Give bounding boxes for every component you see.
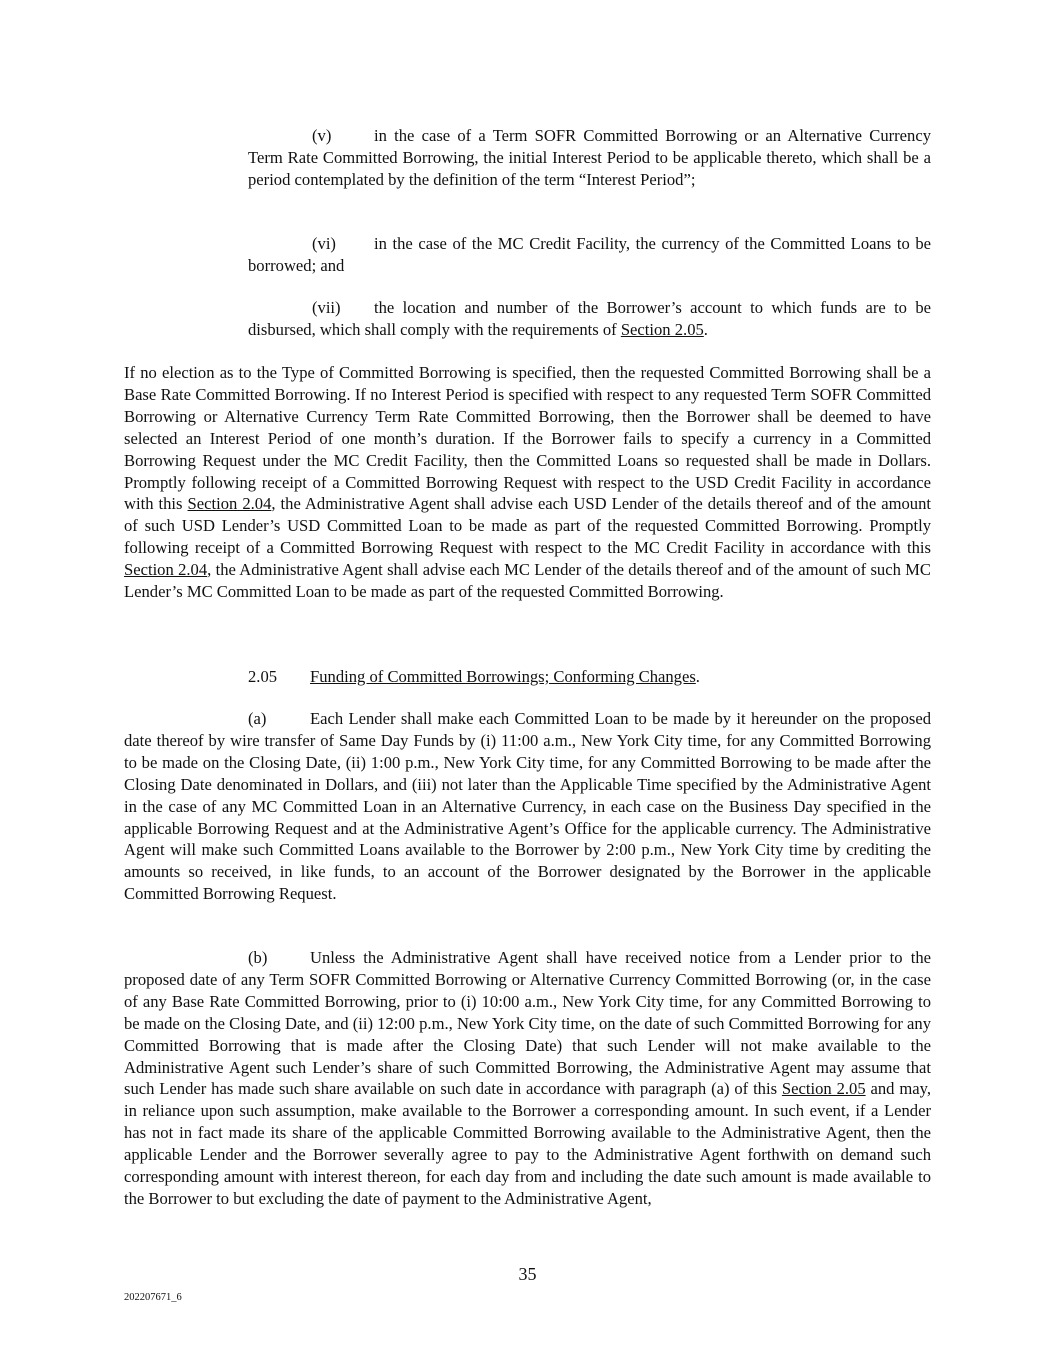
section-title-end: . bbox=[695, 667, 700, 686]
clause-vii-number: (vii) bbox=[312, 298, 341, 317]
clause-vii bbox=[248, 297, 931, 341]
clause-v-number: (v) bbox=[312, 126, 332, 145]
clause-v bbox=[248, 125, 931, 191]
clause-vi bbox=[248, 233, 931, 277]
section-title: Funding of Committed Borrowings; Conforming Changes bbox=[310, 667, 696, 686]
clause-vi-text: in the case of the MC Credit Facility, the currency of the Committed Loans to be borrowed; and bbox=[248, 234, 931, 275]
paragraph-a-number: (a) bbox=[248, 709, 267, 728]
section-reference-link[interactable]: Section 2.05 bbox=[781, 1079, 866, 1099]
clause-vii-text: the location and number of the Borrower’s account to which funds are to be disbursed, which shall comply with the requirements of bbox=[248, 298, 931, 339]
section-reference-link[interactable]: Section 2.04 bbox=[187, 494, 272, 514]
paragraph-election-text-1: If no election as to the Type of Committed Borrowing is specified, then the requested Committed Borrowing shall be a Base Rate Committed Borrowing. If no Interest Period is specified with respect to any requested Term SOFR Committed Borrowing or Alternative Currency Term Rate Committed Borrowing, then the Borrower shall be deemed to have selected an Interest Period of one month’s duration. If the Borrower fails to specify a currency in a Committed Borrowing Request under the MC Credit Facility, then the Committed Loans so requested shall be made in Dollars. Promptly following receipt of a Committed Borrowing Request with respect to the USD Credit Facility in accordance with this bbox=[124, 363, 931, 514]
clause-vi-number: (vi) bbox=[312, 234, 336, 253]
paragraph-b-text-1: Unless the Administrative Agent shall have received notice from a Lender prior to the proposed date of any Term SOFR Committed Borrowing or Alternative Currency Committed Borrowing (or, in the case of any Base Rate Committed Borrowing, prior to (i) 10:00 a.m., New York City time, for any Committed Borrowing to be made on the Closing Date, and (ii) 12:00 p.m., New York City time, on the date of such Committed Borrowing for any Committed Borrowing that is made after the Closing Date) that such Lender will not make available to the Administrative Agent such Lender’s share of such Committed Borrowing, the Administrative Agent may assume that such Lender has made such share available on such date in accordance with paragraph (a) of this bbox=[124, 948, 931, 1099]
clause-v-text: in the case of a Term SOFR Committed Borrowing or an Alternative Currency Term Rate Committed Borrowing, the initial Interest Period to be applicable thereto, which shall be a period contemplated by the definition of the term “Interest Period”; bbox=[248, 126, 931, 189]
page-number: 35 bbox=[518, 1264, 537, 1284]
paragraph-election-text-2: , the Administrative Agent shall advise each USD Lender of the details thereof and of the amount of such USD Lender’s USD Committed Loan to be made as part of the requested Committed Borrowing. Promptly following receipt of a Committed Borrowing Request with respect to the MC Credit Facility in accordance with this bbox=[124, 494, 931, 558]
section-reference-link[interactable]: Section 2.05 bbox=[620, 319, 704, 339]
section-number: 2.05 bbox=[248, 667, 278, 686]
section-reference-link[interactable]: Section 2.04 bbox=[124, 560, 208, 580]
paragraph-election bbox=[124, 362, 931, 603]
section-heading bbox=[248, 666, 700, 688]
paragraph-b-number: (b) bbox=[248, 948, 268, 967]
clause-vii-end: . bbox=[703, 319, 708, 339]
paragraph-a bbox=[124, 708, 931, 905]
paragraph-b-text-2: and may, in reliance upon such assumption, make available to the Borrower a corresponding amount. In such event, if a Lender has not in fact made its share of the applicable Committed Borrowing available to the Administrative Agent, then the applicable Lender and the Borrower severally agree to pay to the Administrative Agent forthwith on demand such corresponding amount with interest thereon, for each day from and including the date such amount is made available to the Borrower to but excluding the date of payment to the Administrative Agent, bbox=[124, 1079, 931, 1208]
paragraph-b bbox=[124, 947, 931, 1210]
paragraph-election-text-3: , the Administrative Agent shall advise each MC Lender of the details thereof and of the amount of such MC Lender’s MC Committed Loan to be made as part of the requested Committed Borrowing. bbox=[124, 560, 931, 602]
document-id: 202207671_6 bbox=[124, 1292, 182, 1303]
paragraph-a-text: Each Lender shall make each Committed Loan to be made by it hereunder on the proposed date thereof by wire transfer of Same Day Funds by (i) 11:00 a.m., New York City time, for any Committed Borrowing to be made on the Closing Date, (ii) 1:00 p.m., New York City time, for any Committed Borrowing to be made after the Closing Date denominated in Dollars, and (iii) not later than the Applicable Time specified by the Administrative Agent in the case of any MC Committed Loan in an Alternative Currency, in each case on the Business Day specified in the applicable Borrowing Request and at the Administrative Agent’s Office for the applicable currency. The Administrative Agent will make such Committed Loans available to the Borrower by 2:00 p.m., New York City time by crediting the amounts so received, in like funds, to an account of the Borrower designated by the Borrower in the applicable Committed Borrowing Request. bbox=[124, 709, 931, 904]
